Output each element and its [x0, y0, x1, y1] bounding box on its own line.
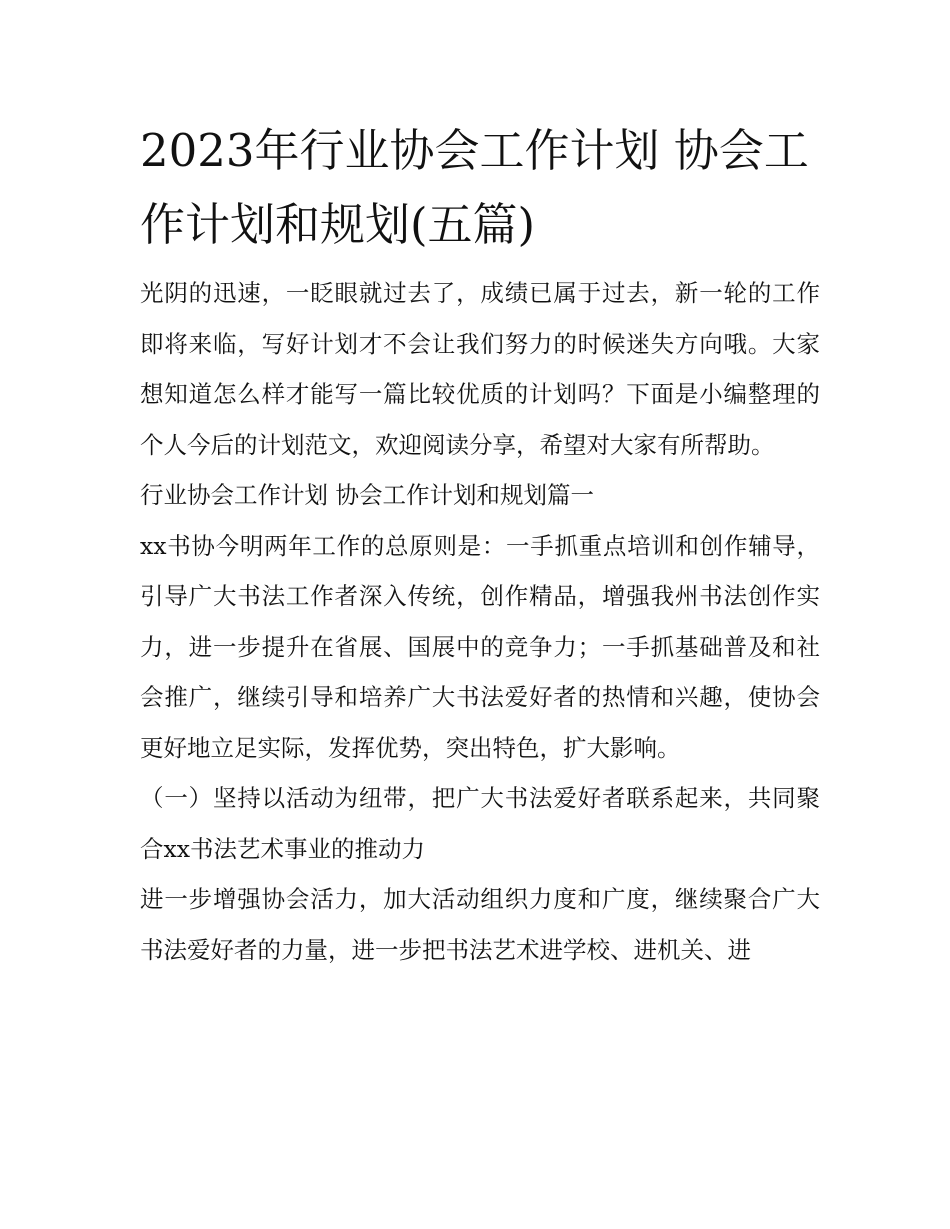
paragraph-principle: xx书协今明两年工作的总原则是：一手抓重点培训和创作辅导，引导广大书法工作者深入传统，创作精品，增强我州书法创作实力，进一步提升在省展、国展中的竞争力；一手抓基础普及和社会推广，继续引导和培养广大书法爱好者的热情和兴趣，使协会更好地立足实际，发挥优势，突出特色，扩大影响。 — [140, 531, 820, 762]
paragraph-intro: 光阴的迅速，一眨眼就过去了，成绩已属于过去，新一轮的工作即将来临，写好计划才不会让我们努力的时候迷失方向哦。大家想知道怎么样才能写一篇比较优质的计划吗？下面是小编整理的个人今后的计划范文，欢迎阅读分享，希望对大家有所帮助。 — [140, 279, 820, 459]
document-page — [140, 114, 820, 975]
section-heading: 行业协会工作计划 协会工作计划和规划篇一 — [140, 481, 594, 509]
paragraph-activities: 进一步增强协会活力，加大活动组织力度和广度，继续聚合广大书法爱好者的力量，进一步把书法艺术进学校、进机关、进 — [140, 885, 820, 964]
document-body — [140, 268, 820, 975]
document-title: 2023年行业协会工作计划 协会工作计划和规划(五篇) — [140, 124, 809, 251]
subsection-heading: （一）坚持以活动为纽带，把广大书法爱好者联系起来，共同聚合xx书法艺术事业的推动力 — [140, 784, 820, 863]
